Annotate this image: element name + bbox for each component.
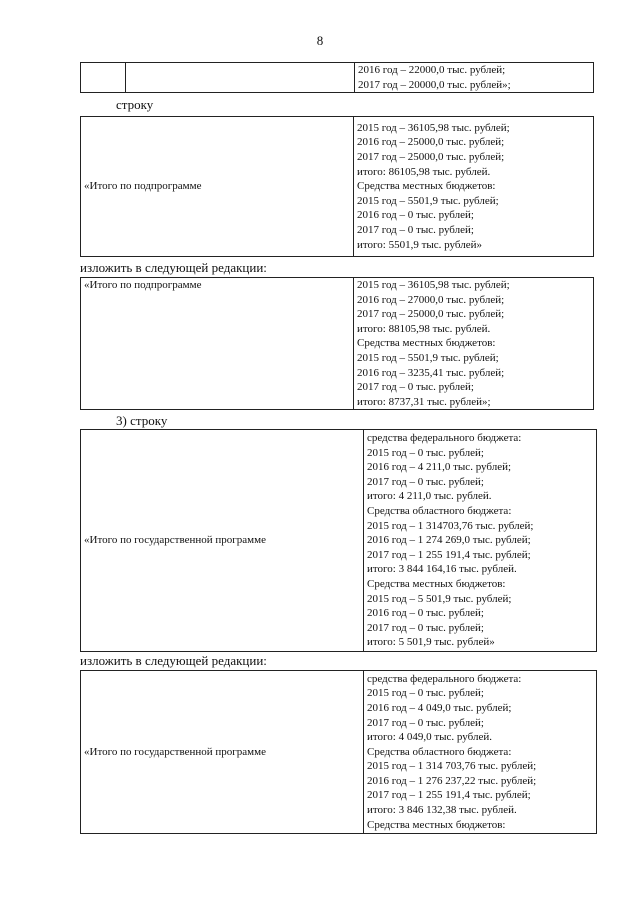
row-label: «Итого по подпрограмме [84,279,202,291]
value-line: 2015 год – 0 тыс. рублей; [367,687,484,700]
value-line: Средства местных бюджетов: [367,577,506,590]
value-line: 2016 год – 22000,0 тыс. рублей; [358,64,506,76]
value-line: итого: 3 846 132,38 тыс. рублей. [367,804,517,817]
value-line: 2016 год – 25000,0 тыс. рублей; [357,136,505,149]
value-line: 2017 год – 0 тыс. рублей; [357,381,474,394]
value-line: 2017 год – 25000,0 тыс. рублей; [357,308,505,321]
heading-new-edition-2: изложить в следующей редакции: [80,653,267,668]
table-new-program-total [80,670,597,834]
value-line: 2016 год – 1 276 237,22 тыс. рублей; [367,774,537,787]
value-line: 2017 год – 1 255 191,4 тыс. рублей; [367,789,531,802]
value-line: 2015 год – 1 314703,76 тыс. рублей; [367,519,534,532]
value-line: 2015 год – 0 тыс. рублей; [367,446,484,459]
value-line: итого: 5501,9 тыс. рублей» [357,238,482,251]
value-line: 2016 год – 4 049,0 тыс. рублей; [367,701,512,714]
table-old-program-total [80,429,597,652]
table-cell-values [354,117,594,257]
value-line: итого: 4 211,0 тыс. рублей. [367,490,492,503]
value-line: 2017 год – 0 тыс. рублей; [357,223,474,236]
table-cell-number [81,63,126,93]
table-cell-label [126,63,355,93]
value-line: 2016 год – 3235,41 тыс. рублей; [357,366,505,379]
heading-3-stroku: 3) строку [116,413,168,428]
value-line: итого: 8737,31 тыс. рублей»; [357,395,491,408]
value-line: Средства местных бюджетов: [357,337,496,350]
value-line: 2015 год – 36105,98 тыс. рублей; [357,279,510,291]
row-label: «Итого по подпрограмме [84,180,202,193]
table-cell-values [364,430,597,652]
table-cell-label [81,278,354,410]
value-line: итого: 3 844 164,16 тыс. рублей. [367,563,517,576]
value-line: итого: 86105,98 тыс. рублей. [357,165,491,178]
value-line: 2015 год – 36105,98 тыс. рублей; [357,121,510,134]
value-line: итого: 4 049,0 тыс. рублей. [367,731,492,744]
value-line: Средства местных бюджетов: [357,180,496,193]
value-line: 2015 год – 1 314 703,76 тыс. рублей; [367,760,537,773]
value-line: 2017 год – 25000,0 тыс. рублей; [357,151,505,164]
value-line: средства федерального бюджета: [367,672,522,685]
table-continuation [80,62,594,93]
table-old-subprogram-total [80,116,594,257]
value-line: 2016 год – 0 тыс. рублей; [367,607,484,620]
value-line: 2017 год – 0 тыс. рублей; [367,621,484,634]
row-label: «Итого по государственной программе [84,534,266,547]
table-cell-label [81,430,364,652]
value-line: 2016 год – 0 тыс. рублей; [357,209,474,222]
table-new-subprogram-total [80,277,594,410]
value-line: 2017 год – 20000,0 тыс. рублей»; [358,78,511,91]
heading-new-edition: изложить в следующей редакции: [80,260,267,275]
value-line: 2015 год – 5 501,9 тыс. рублей; [367,592,512,605]
value-line: 2017 год – 1 255 191,4 тыс. рублей; [367,548,531,561]
value-line: 2016 год – 27000,0 тыс. рублей; [357,293,505,306]
value-line: 2016 год – 1 274 269,0 тыс. рублей; [367,534,531,547]
table-cell-values [355,63,594,93]
value-line: итого: 88105,98 тыс. рублей. [357,322,491,335]
value-line: итого: 5 501,9 тыс. рублей» [367,636,495,649]
value-line: Средства областного бюджета: [367,505,512,518]
value-line: 2017 год – 0 тыс. рублей; [367,475,484,488]
heading-stroku: строку [116,97,154,112]
table-cell-values [354,278,594,410]
value-line: средства федерального бюджета: [367,432,522,445]
value-line: 2016 год – 4 211,0 тыс. рублей; [367,461,512,474]
value-line: 2015 год – 5501,9 тыс. рублей; [357,194,499,207]
value-line: Средства местных бюджетов: [367,818,506,831]
value-line: 2015 год – 5501,9 тыс. рублей; [357,351,499,364]
table-cell-values [364,671,597,834]
table-cell-label [81,117,354,257]
page-number: 8 [316,33,324,48]
table-cell-label [81,671,364,834]
value-line: Средства областного бюджета: [367,745,512,758]
row-label: «Итого по государственной программе [84,745,266,758]
value-line: 2017 год – 0 тыс. рублей; [367,716,484,729]
